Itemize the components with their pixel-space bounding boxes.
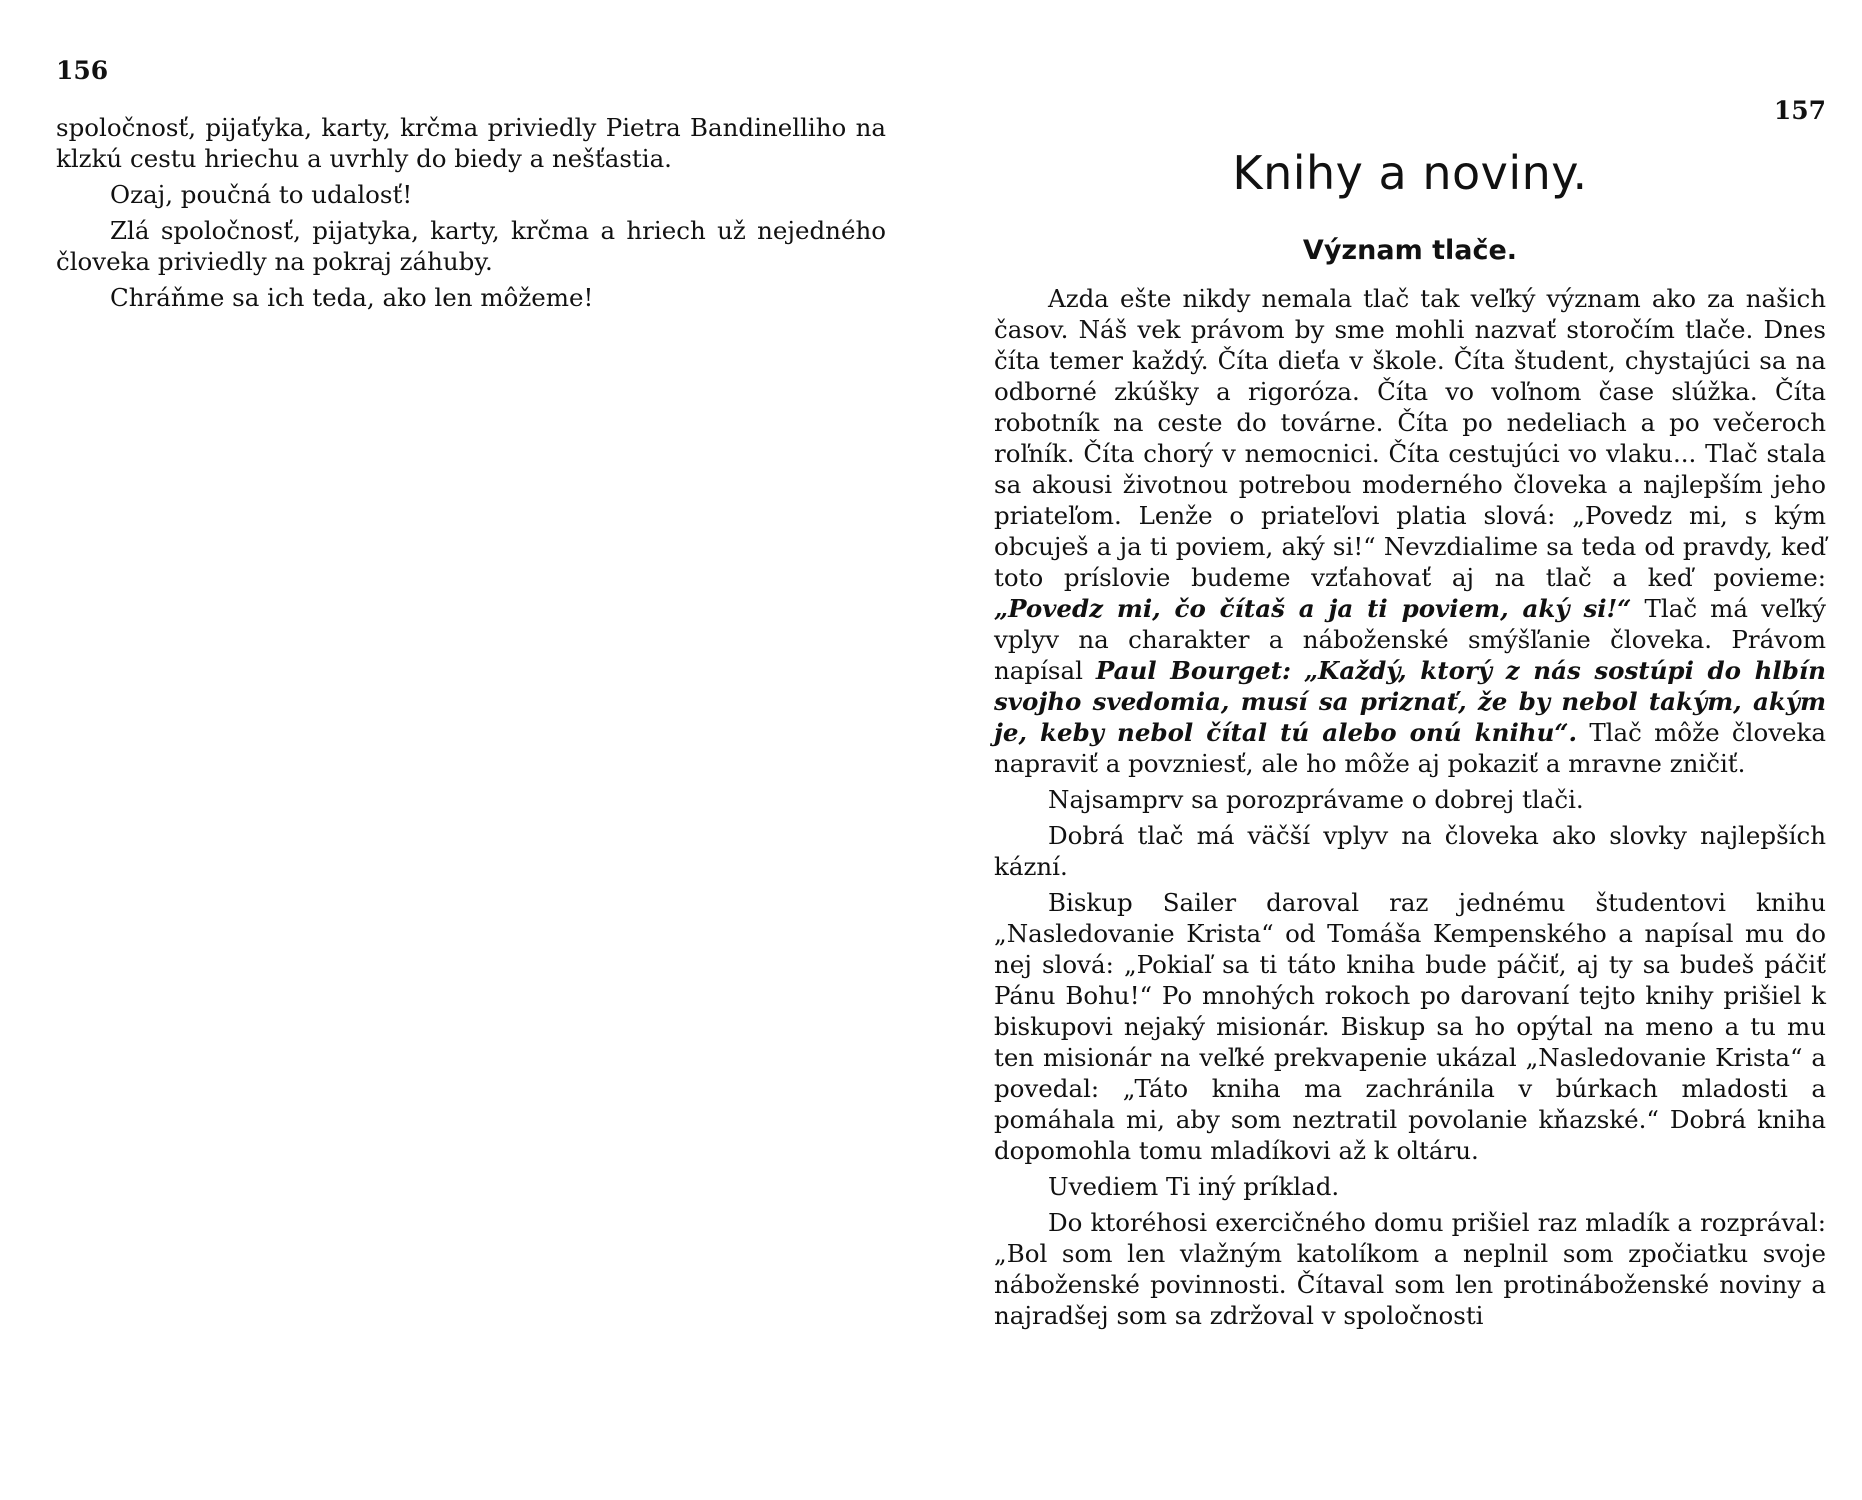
paragraph: Dobrá tlač má väčší vplyv na človeka ako slovky najlepších kázní. xyxy=(994,821,1826,881)
left-page xyxy=(56,0,886,1500)
paragraph-text: Azda ešte nikdy nemala tlač tak veľký význam ako za našich časov. Náš vek právom by sme mohli nazvať storočím tlače. Dnes číta temer každý. Číta dieťa v škole. Číta študent, chystajúci sa na odborné zkúšky a rigoróza. Číta vo voľnom čase slúžka. Číta robotník na ceste do továrne. Číta po nedeliach a po večeroch roľník. Číta chorý v nemocnici. Číta cestujúci vo vlaku... Tlač stala sa akousi životnou potrebou moderného človeka a najlepším jeho priateľom. Lenže o priateľovi platia slová: „Povedz mi, s kým obcuješ a ja ti poviem, aký si!“ Nevzdialime sa teda od pravdy, keď toto príslovie budeme vzťahovať aj na tlač a keď povieme: xyxy=(994,284,1826,592)
paragraph: Ozaj, poučná to udalosť! xyxy=(110,180,413,209)
quote-emphasis: „Povedz mi, čo čítaš a ja ti poviem, aký si!“ xyxy=(994,594,1632,623)
chapter-title: Knihy a noviny. xyxy=(1232,146,1588,200)
paragraph: Do ktoréhosi exercičného domu prišiel raz mladík a rozprával: „Bol som len vlažným katolíkom a neplnil som zpočiatku svoje náboženské povinnosti. Čítaval som len protináboženské noviny a najradšej som sa zdržoval v spoločnosti xyxy=(994,1208,1826,1330)
quote-emphasis: „Každý, ktorý z nás sostúpi do hlbín svojho svedomia, musí sa priznať, že by nebol takým, akým je, keby nebol čítal tú alebo onú knihu“. xyxy=(994,656,1826,747)
paragraph-text: Tlač má veľký vplyv na charakter a náboženské smýšľanie človeka. Právom napísal xyxy=(994,594,1826,685)
paragraph: Zlá spoločnosť, pijatyka, karty, krčma a hriech už nejedného človeka priviedly na pokraj záhuby. xyxy=(56,216,886,276)
paragraph: Uvediem Ti iný príklad. xyxy=(1048,1172,1340,1201)
page-number-right: 157 xyxy=(1773,96,1826,125)
left-page-text xyxy=(56,112,886,318)
right-page xyxy=(994,0,1826,1500)
right-page-text xyxy=(994,283,1826,1336)
paragraph xyxy=(994,283,1826,779)
paragraph: Najsamprv sa porozprávame o dobrej tlači. xyxy=(1048,785,1584,814)
page-number-left: 156 xyxy=(56,56,109,85)
section-title: Význam tlače. xyxy=(1302,235,1518,266)
author-name: Paul Bourget: xyxy=(1095,656,1292,685)
paragraph: Chráňme sa ich teda, ako len môžeme! xyxy=(110,283,594,312)
paragraph-text: Tlač môže človeka napraviť a povzniesť, ale ho môže aj pokaziť a mravne zničiť. xyxy=(994,718,1826,778)
paragraph: Biskup Sailer daroval raz jednému študentovi knihu „Nasledovanie Krista“ od Tomáša Kempenského a napísal mu do nej slová: „Pokiaľ sa ti táto kniha bude páčiť, aj ty sa budeš páčiť Pánu Bohu!“ Po mnohých rokoch po darovaní tejto knihy prišiel k biskupovi nejaký misionár. Biskup sa ho opýtal na meno a tu mu ten misionár na veľké prekvapenie ukázal „Nasledovanie Krista“ a povedal: „Táto kniha ma zachránila v búrkach mladosti a pomáhala mi, aby som neztratil povolanie kňazské.“ Dobrá kniha dopomohla tomu mladíkovi až k oltáru. xyxy=(994,888,1826,1165)
paragraph: spoločnosť, pijaťyka, karty, krčma priviedly Pietra Bandinelliho na klzkú cestu hriechu a uvrhly do biedy a nešťastia. xyxy=(56,113,886,173)
